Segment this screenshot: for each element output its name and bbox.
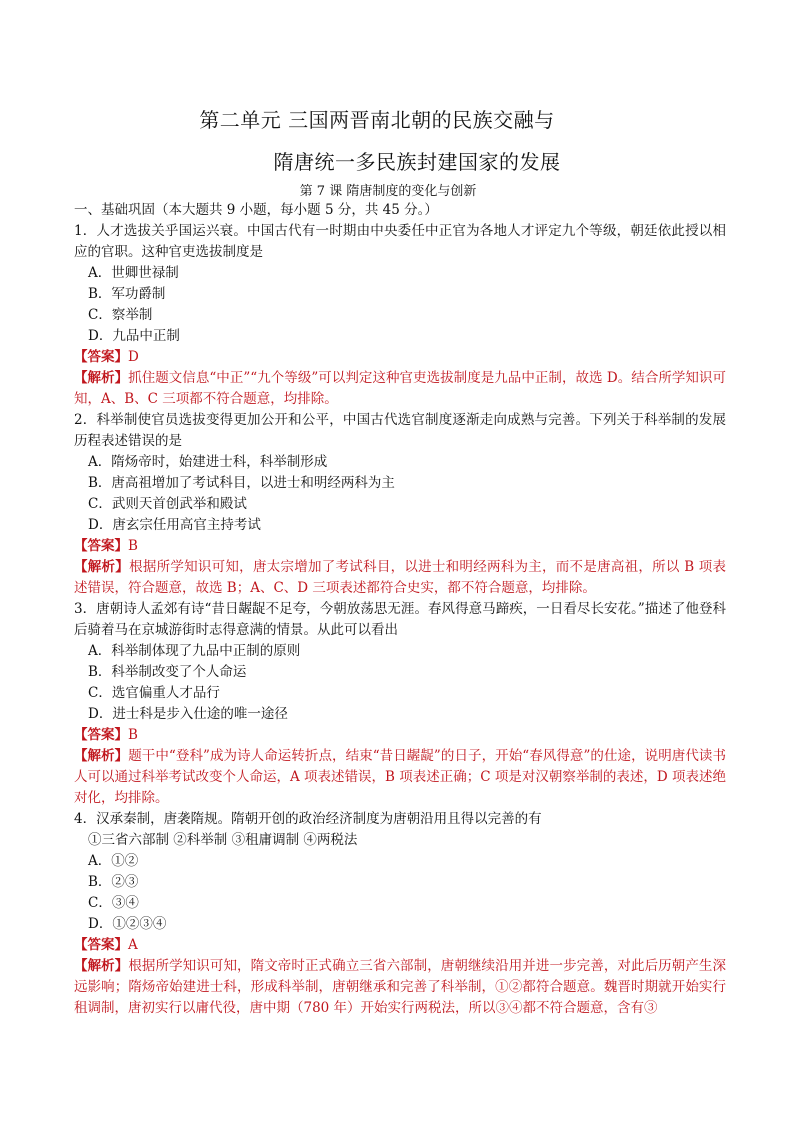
question-2-explanation <box>74 557 726 599</box>
answer-tag: 【答案】 <box>74 538 128 554</box>
question-3-option-a: A．科举制体现了九品中正制的原则 <box>88 643 301 659</box>
answer-value: B <box>128 538 138 554</box>
answer-tag: 【答案】 <box>74 349 128 365</box>
explain-text: 根据所学知识可知，唐太宗增加了考试科目，以进士和明经两科为主，而不是唐高祖，所以 B 项表述错误，符合题意，故选 B；A、C、D 三项表述都符合史实，都不符合题意，均排除。 <box>74 559 726 596</box>
question-1-stem: 1．人才选拔关乎国运兴衰。中国古代有一时期由中央委任中正官为各地人才评定九个等级，朝廷依此授以相应的官职。这种官吏选拔制度是 <box>74 223 726 260</box>
answer-value: B <box>128 727 138 743</box>
question-4-option-c: C．③④ <box>88 895 139 911</box>
question-4-items: ①三省六部制 ②科举制 ③租庸调制 ④两税法 <box>88 832 358 848</box>
question-2-option-b: B．唐高祖增加了考试科目，以进士和明经两科为主 <box>88 475 395 491</box>
unit-title-line1: 第二单元 三国两晋南北朝的民族交融与 <box>199 108 555 132</box>
question-4-option-a: A．①② <box>88 853 139 869</box>
lesson-title: 第 7 课 隋唐制度的变化与创新 <box>299 184 477 199</box>
explain-tag: 【解析】 <box>74 748 129 764</box>
question-1-explanation <box>74 368 726 410</box>
question-4-answer <box>74 935 726 956</box>
question-3-option-b: B．科举制改变了个人命运 <box>88 664 247 680</box>
question-4-option-d: D．①②③④ <box>88 916 167 932</box>
question-3-option-c: C．选官偏重人才品行 <box>88 685 220 701</box>
question-2-answer <box>74 536 726 557</box>
explain-text: 根据所学知识可知，隋文帝时正式确立三省六部制，唐朝继续沿用并进一步完善，对此后历朝产生深远影响；隋炀帝始建进士科，形成科举制，唐朝继承和完善了科举制，①②都符合题意。魏晋时期就开始实行租调制，唐初实行以庸代役，唐中期（780 年）开始实行两税法，所以③④都不符合题意，含有③ <box>74 958 727 1016</box>
question-1-option-a: A．世卿世禄制 <box>88 265 179 281</box>
answer-value: D <box>128 349 139 365</box>
answer-tag: 【答案】 <box>74 937 128 953</box>
question-3-explanation <box>74 746 726 809</box>
question-4-explanation <box>74 956 726 1019</box>
question-2-option-c: C．武则天首创武举和殿试 <box>88 496 247 512</box>
answer-tag: 【答案】 <box>74 727 128 743</box>
question-3-stem: 3．唐朝诗人孟郊有诗“昔日龌龊不足夸，今朝放荡思无涯。春风得意马蹄疾，一日看尽长安花。”描述了他登科后骑着马在京城游街时志得意满的情景。从此可以看出 <box>74 601 726 638</box>
question-3-option-d: D．进士科是步入仕途的唯一途径 <box>88 706 288 722</box>
explain-tag: 【解析】 <box>74 559 130 575</box>
explain-tag: 【解析】 <box>74 958 129 974</box>
unit-title-line2: 隋唐统一多民族封建国家的发展 <box>273 150 561 174</box>
question-2-option-d: D．唐玄宗任用高官主持考试 <box>88 517 261 533</box>
question-1-option-c: C．察举制 <box>88 307 153 323</box>
question-3-answer <box>74 725 726 746</box>
question-4-option-b: B．②③ <box>88 874 139 890</box>
explain-text: 题干中“登科”成为诗人命运转折点，结束“昔日龌龊”的日子，开始“春风得意”的仕途，说明唐代读书人可以通过科举考试改变个人命运，A 项表述错误，B 项表述正确；C 项是对汉朝察举制的表述，D 项表述绝对化，均排除。 <box>74 748 726 806</box>
question-1-option-d: D．九品中正制 <box>88 328 180 344</box>
question-2-option-a: A．隋炀帝时，始建进士科，科举制形成 <box>88 454 328 470</box>
question-2-stem: 2．科举制使官员选拔变得更加公开和公平，中国古代选官制度逐渐走向成熟与完善。下列关于科举制的发展历程表述错误的是 <box>74 412 726 449</box>
question-1-option-b: B．军功爵制 <box>88 286 166 302</box>
section-heading: 一、基础巩固（本大题共 9 小题，每小题 5 分，共 45 分。） <box>74 202 438 218</box>
question-4-stem: 4．汉承秦制，唐袭隋规。隋朝开创的政治经济制度为唐朝沿用且得以完善的有 <box>74 811 542 827</box>
explain-text: 抓住题文信息“中正”“九个等级”可以判定这种官吏选拔制度是九品中正制，故选 D。结合所学知识可知，A、B、C 三项都不符合题意，均排除。 <box>74 370 726 407</box>
question-1-answer <box>74 347 726 368</box>
answer-value: A <box>128 937 138 953</box>
explain-tag: 【解析】 <box>74 370 129 386</box>
question-content <box>74 200 726 1019</box>
